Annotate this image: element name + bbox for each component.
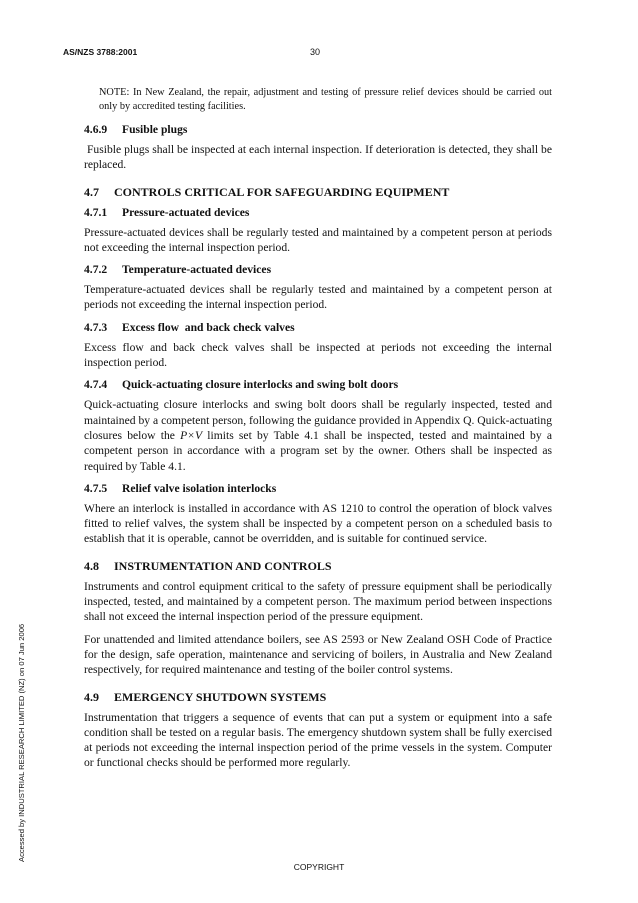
section-title: EMERGENCY SHUTDOWN SYSTEMS	[114, 689, 327, 704]
section-title: Temperature-actuated devices	[122, 263, 272, 277]
heading-4-7	[84, 184, 552, 200]
heading-4-7-1	[84, 205, 552, 220]
section-number: 4.8	[84, 558, 99, 573]
section-number: 4.9	[84, 689, 99, 704]
paragraph-4-8-a: Instruments and control equipment critical to the safety of pressure equipment shall be periodically inspected, tested, and maintained by a competent person. The maximum period between inspections shall not exceed the internal inspection period of the pressure equipment.	[84, 579, 552, 624]
paragraph-text: Quick-actuating closure interlocks and swing bolt doors shall be regularly inspected, tested and maintained by a competent person, following the guidance provided in Appendix Q. Quick-actuating closures below the	[84, 398, 552, 442]
section-title: Pressure-actuated devices	[122, 205, 250, 219]
note-paragraph: NOTE: In New Zealand, the repair, adjustment and testing of pressure relief devices should be carried out only by accredited testing facilities.	[99, 87, 552, 112]
heading-4-7-4	[84, 377, 552, 392]
heading-4-9	[84, 689, 552, 705]
pxv-symbol: P×V	[180, 428, 203, 442]
heading-4-8	[84, 558, 552, 574]
section-title: INSTRUMENTATION AND CONTROLS	[114, 558, 332, 573]
section-number: 4.7	[84, 184, 99, 199]
page-number: 30	[310, 47, 321, 57]
heading-4-6-9	[84, 122, 552, 137]
section-number: 4.7.4	[84, 378, 108, 392]
paragraph-4-7-1: Pressure-actuated devices shall be regularly tested and maintained by a competent person at periods not exceeding the internal inspection period.	[84, 225, 552, 254]
paragraph-4-9: Instrumentation that triggers a sequence of events that can put a system or equipment into a safe condition shall be tested on a regular basis. The emergency shutdown system shall be fully exercised at periods not exceeding the internal inspection period of the prime vessels in the system. Computer or functional checks should be performed more regularly.	[84, 710, 552, 770]
section-number: 4.7.2	[84, 263, 108, 277]
paragraph-4-6-9: Fusible plugs shall be inspected at each internal inspection. If deterioration is detected, they shall be replaced.	[84, 143, 555, 172]
section-title: Relief valve isolation interlocks	[122, 481, 277, 495]
copyright-footer: COPYRIGHT	[293, 862, 345, 872]
section-title: Excess flow and back check valves	[122, 320, 295, 334]
document-body	[84, 86, 555, 778]
standard-number: AS/NZS 3788:2001	[63, 47, 138, 57]
paragraph-4-7-5: Where an interlock is installed in accordance with AS 1210 to control the operation of block valves fitted to relief valves, the system shall be inspected by a competent person on a scheduled basis to establish that it is operable, cannot be overridden, and is suitable for continued service.	[84, 501, 552, 546]
heading-4-7-2	[84, 262, 552, 277]
section-title: Fusible plugs	[122, 123, 188, 136]
section-title: Quick-actuating closure interlocks and swing bolt doors	[122, 378, 399, 392]
paragraph-text: limits set by Table 4.1 shall be inspected, tested and maintained by a competent person in accordance with a program set by the owner. Others shall be inspected as required by Table 4.1.	[84, 428, 552, 473]
section-number: 4.7.1	[84, 205, 108, 219]
section-number: 4.7.5	[84, 481, 108, 495]
paragraph-4-7-4	[84, 397, 552, 473]
access-watermark: Accessed by INDUSTRIAL RESEARCH LIMITED (NZ) on 07 Jun 2006	[17, 623, 26, 862]
heading-4-7-3	[84, 320, 552, 335]
paragraph-4-7-3: Excess flow and back check valves shall be inspected at periods not exceeding the internal inspection period.	[84, 340, 552, 370]
heading-4-7-5	[84, 481, 552, 496]
section-title: CONTROLS CRITICAL FOR SAFEGUARDING EQUIPMENT	[114, 184, 450, 199]
section-number: 4.6.9	[84, 123, 108, 136]
paragraph-4-7-2: Temperature-actuated devices shall be regularly tested and maintained by a competent person at periods not exceeding the internal inspection period.	[84, 283, 552, 312]
section-number: 4.7.3	[84, 320, 108, 334]
paragraph-4-8-b: For unattended and limited attendance boilers, see AS 2593 or New Zealand OSH Code of Practice for the design, safe operation, maintenance and servicing of boilers, in Australia and New Zealand respectively, for required maintenance and testing of the boiler control systems.	[84, 632, 552, 677]
